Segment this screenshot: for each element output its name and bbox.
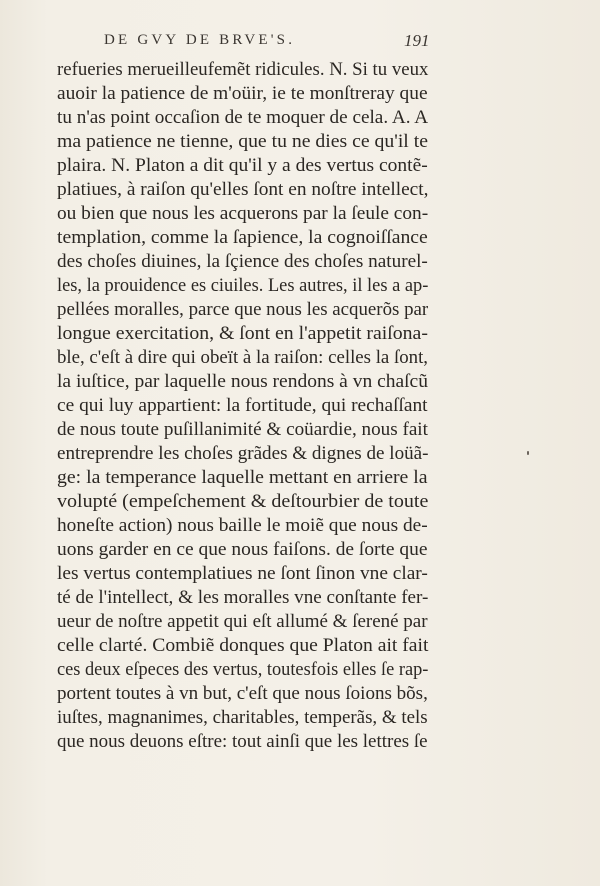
text-line: des choſes diuines, la ſçience des choſes naturel- xyxy=(57,251,428,272)
text-line: honeſte action) nous baille le moiẽ que nous de- xyxy=(57,515,428,536)
text-line: ge: la temperance laquelle mettant en arriere la xyxy=(57,467,428,488)
text-line: ou bien que nous les acquerons par la ſeule con- xyxy=(57,203,429,224)
text-line: longue exercitation, & ſont en l'appetit raiſona- xyxy=(57,323,428,344)
text-line: entreprendre les choſes grãdes & dignes de loüã- xyxy=(57,443,429,464)
running-title: DE GVY DE BRVE'S. xyxy=(104,32,296,48)
paper-speck xyxy=(527,451,529,455)
text-line: que nous deuons eſtre: tout ainſi que les lettres ſe xyxy=(57,731,428,752)
text-line: pellées moralles, parce que nous les acquerõs par xyxy=(57,299,429,320)
text-line: ces deux eſpeces des vertus, toutesfois elles ſe rap- xyxy=(57,659,429,680)
text-line: auoir la patience de m'oüir, ie te monſtreray que xyxy=(57,83,428,104)
text-line: de nous toute puſillanimité & coüardie, nous fait xyxy=(57,419,428,440)
text-line: tu n'as point occaſion de te moquer de cela. A. A xyxy=(57,107,429,128)
text-line: ce qui luy appartient: la fortitude, qui rechaſſant xyxy=(57,395,428,416)
text-line: portent toutes à vn but, c'eſt que nous ſoions bõs, xyxy=(57,683,428,704)
text-line: platiues, à raiſon qu'elles ſont en noſtre intellect, xyxy=(57,179,429,200)
text-line: plaira. N. Platon a dit qu'il y a des vertus contẽ- xyxy=(57,155,428,176)
text-line: volupté (empeſchement & deſtourbier de toute xyxy=(57,491,429,512)
text-line: uons garder en ce que nous faiſons. de ſorte que xyxy=(57,539,428,560)
text-line: la iuſtice, par laquelle nous rendons à vn chaſcũ xyxy=(57,371,428,392)
text-line: celle clarté. Combiẽ donques que Platon ait fait xyxy=(57,635,429,656)
text-line: les vertus contemplatiues ne ſont ſinon vne clar- xyxy=(57,563,428,584)
page-number: 191 xyxy=(404,31,430,50)
text-line: ma patience ne tienne, que tu ne dies ce qu'il te xyxy=(57,131,428,152)
text-line: les, la prouidence es ciuiles. Les autres, il les a ap- xyxy=(57,275,429,296)
text-line: té de l'intellect, & les moralles vne conſtante fer- xyxy=(57,587,429,608)
text-line: ueur de noſtre appetit qui eſt allumé & ſerené par xyxy=(57,611,428,632)
text-line: templation, comme la ſapience, la cognoiſſance xyxy=(57,227,428,248)
text-line: iuſtes, magnanimes, charitables, temperãs, & tels xyxy=(57,707,428,728)
text-line: refueries merueilleufemẽt ridicules. N. Si tu veux xyxy=(57,59,429,80)
text-line: ble, c'eſt à dire qui obeït à la raiſon: celles la ſont, xyxy=(57,347,429,368)
